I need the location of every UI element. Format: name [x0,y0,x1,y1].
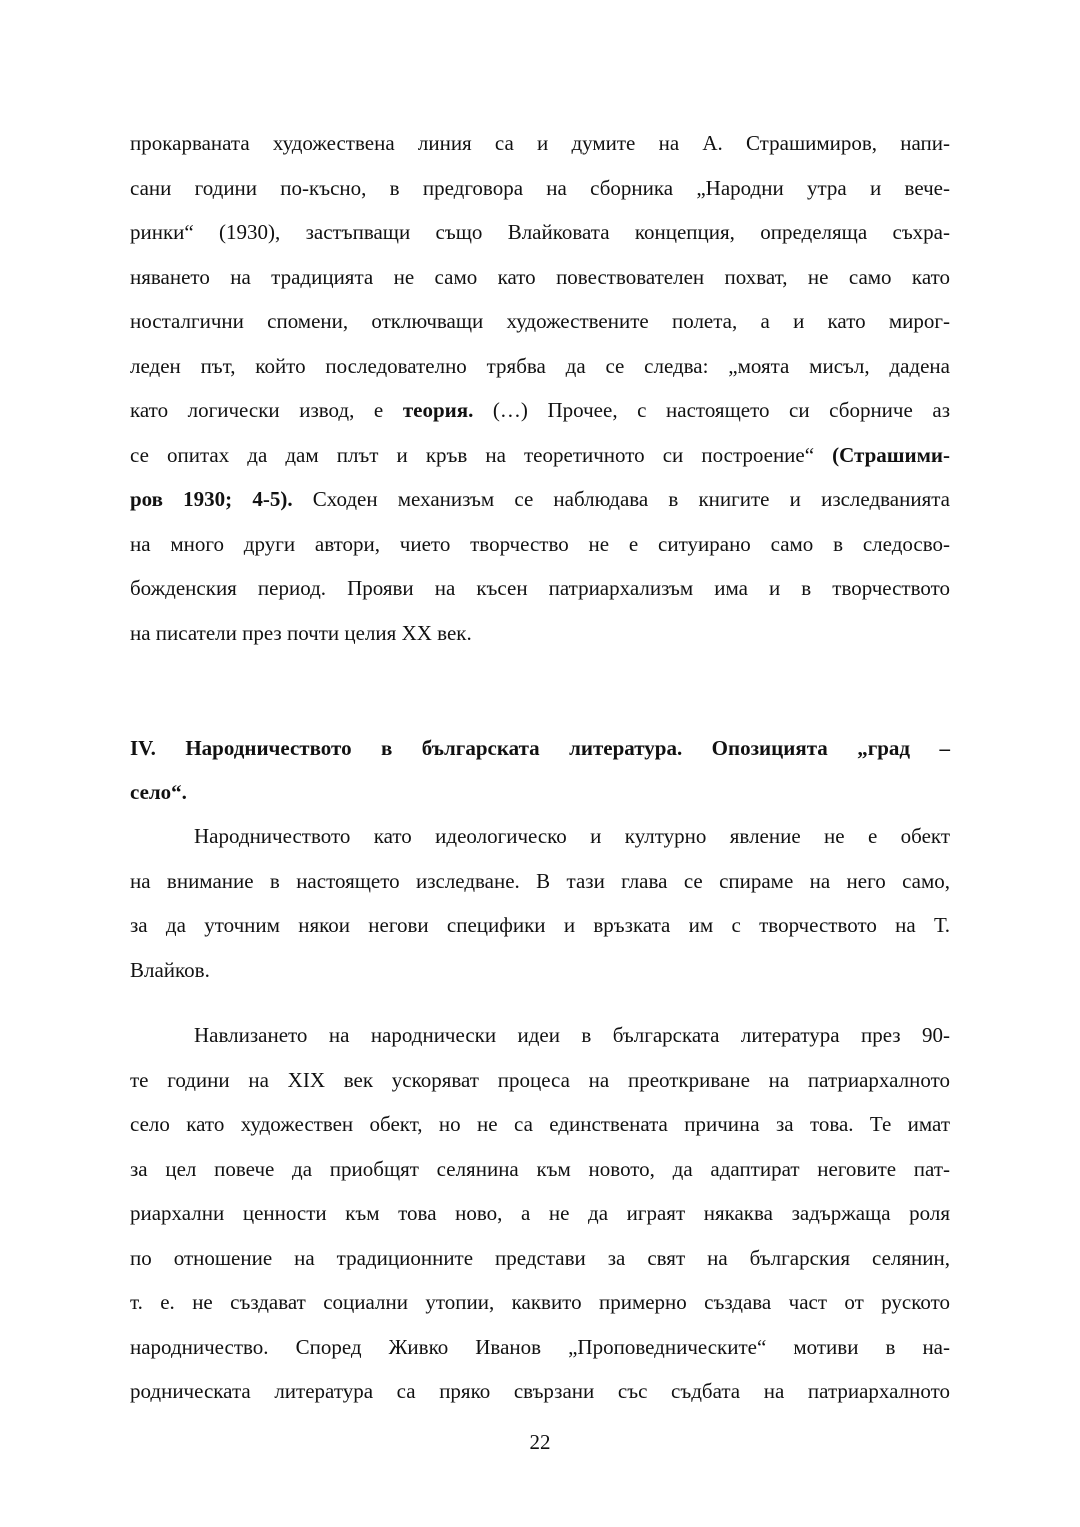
text-line [130,1102,950,1147]
text-line [130,1191,950,1236]
paragraph-2 [130,814,950,992]
text-run: божденския период. Прояви на късен патриархализъм има и в творчеството [130,576,950,600]
text-run: т. е. не създават социални утопии, каквито примерно създава част от руското [130,1290,950,1314]
text-run: ринки“ (1930), застъпващи също Влайковата концепция, определяща съхра- [130,220,950,244]
text-line [130,477,950,522]
text-line [130,948,950,993]
text-line [130,121,950,166]
text-run: Сходен механизъм се наблюдава в книгите и изследванията [292,487,950,511]
text-line [130,1369,950,1414]
text-line [130,1013,950,1058]
text-line [130,344,950,389]
text-run: няването на традицията не само като повествователен похват, не само като [130,264,950,289]
text-line [130,210,950,255]
text-line [130,255,950,300]
text-line [130,522,950,567]
text-line [130,859,950,904]
text-run: (…) Прочее, с настоящето си сборниче аз [473,398,950,422]
text-line [130,1058,950,1103]
text-run: родническата литература са пряко свързани със съдбата на патриархалното [130,1379,950,1403]
text-line [130,299,950,344]
bold-text: IV. Народничеството в българската литература. Опозицията „град – [130,736,950,760]
text-line [130,566,950,611]
text-line [130,433,950,478]
section-heading [130,726,950,814]
text-run: народничество. Според Живко Иванов „Проповедническите“ мотиви в на- [130,1334,950,1359]
bold-text: ров 1930; 4-5). [130,487,293,511]
text-line [130,770,950,814]
text-run: риархални ценности към това ново, а не да играят някаква задържаща роля [130,1201,950,1225]
text-run: леден път, който последователно трябва да се следва: „моята мисъл, дадена [130,353,950,378]
text-line [130,611,950,656]
text-run: село като художествен обект, но не са единствената причина за това. Те имат [130,1112,950,1136]
text-run: по отношение на традиционните представи за свят на българския селянин, [130,1245,950,1270]
text-run: на много други автори, чието творчество не е ситуирано само в следосво- [130,531,950,556]
text-line [130,814,950,859]
text-run: носталгични спомени, отключващи художествените полета, а и като мирог- [130,309,950,333]
text-run: прокарваната художествена линия са и думите на А. Страшимиров, напи- [130,131,950,155]
text-run: за да уточним някои негови специфики и връзката им с творчеството на Т. [130,913,950,937]
text-run: Влайков. [130,957,210,982]
text-run: за цел повече да приобщят селянина към новото, да адаптират неговите пат- [130,1156,950,1181]
text-line [130,1236,950,1281]
text-line [130,1280,950,1325]
text-line [130,726,950,770]
text-line [130,1147,950,1192]
text-run: на внимание в настоящето изследване. В тази глава се спираме на него само, [130,868,950,893]
text-run: като логически извод, е [130,398,403,422]
page-number: 22 [529,1430,551,1454]
bold-text: село“. [130,780,187,804]
text-run: се опитах да дам плът и кръв на теоретичното си построение“ [130,442,833,467]
bold-text: теория. [402,398,474,422]
text-line [130,388,950,433]
text-run: на писатели през почти целия XX век. [130,620,472,645]
text-line [130,903,950,948]
paragraph-1 [130,121,950,655]
text-run: сани години по-късно, в предговора на сборника „Народни утра и вече- [130,175,950,200]
text-run: те години на XIX век ускоряват процеса на преоткриване на патриархалното [130,1067,950,1092]
bold-text: (Страшими- [832,442,950,467]
paragraph-3 [130,1013,950,1414]
text-run: Навлизането на народнически идеи в българската литература през 90- [194,1023,950,1047]
text-run: Народничеството като идеологическо и културно явление не е обект [194,824,950,848]
text-line [130,166,950,211]
text-line [130,1325,950,1370]
